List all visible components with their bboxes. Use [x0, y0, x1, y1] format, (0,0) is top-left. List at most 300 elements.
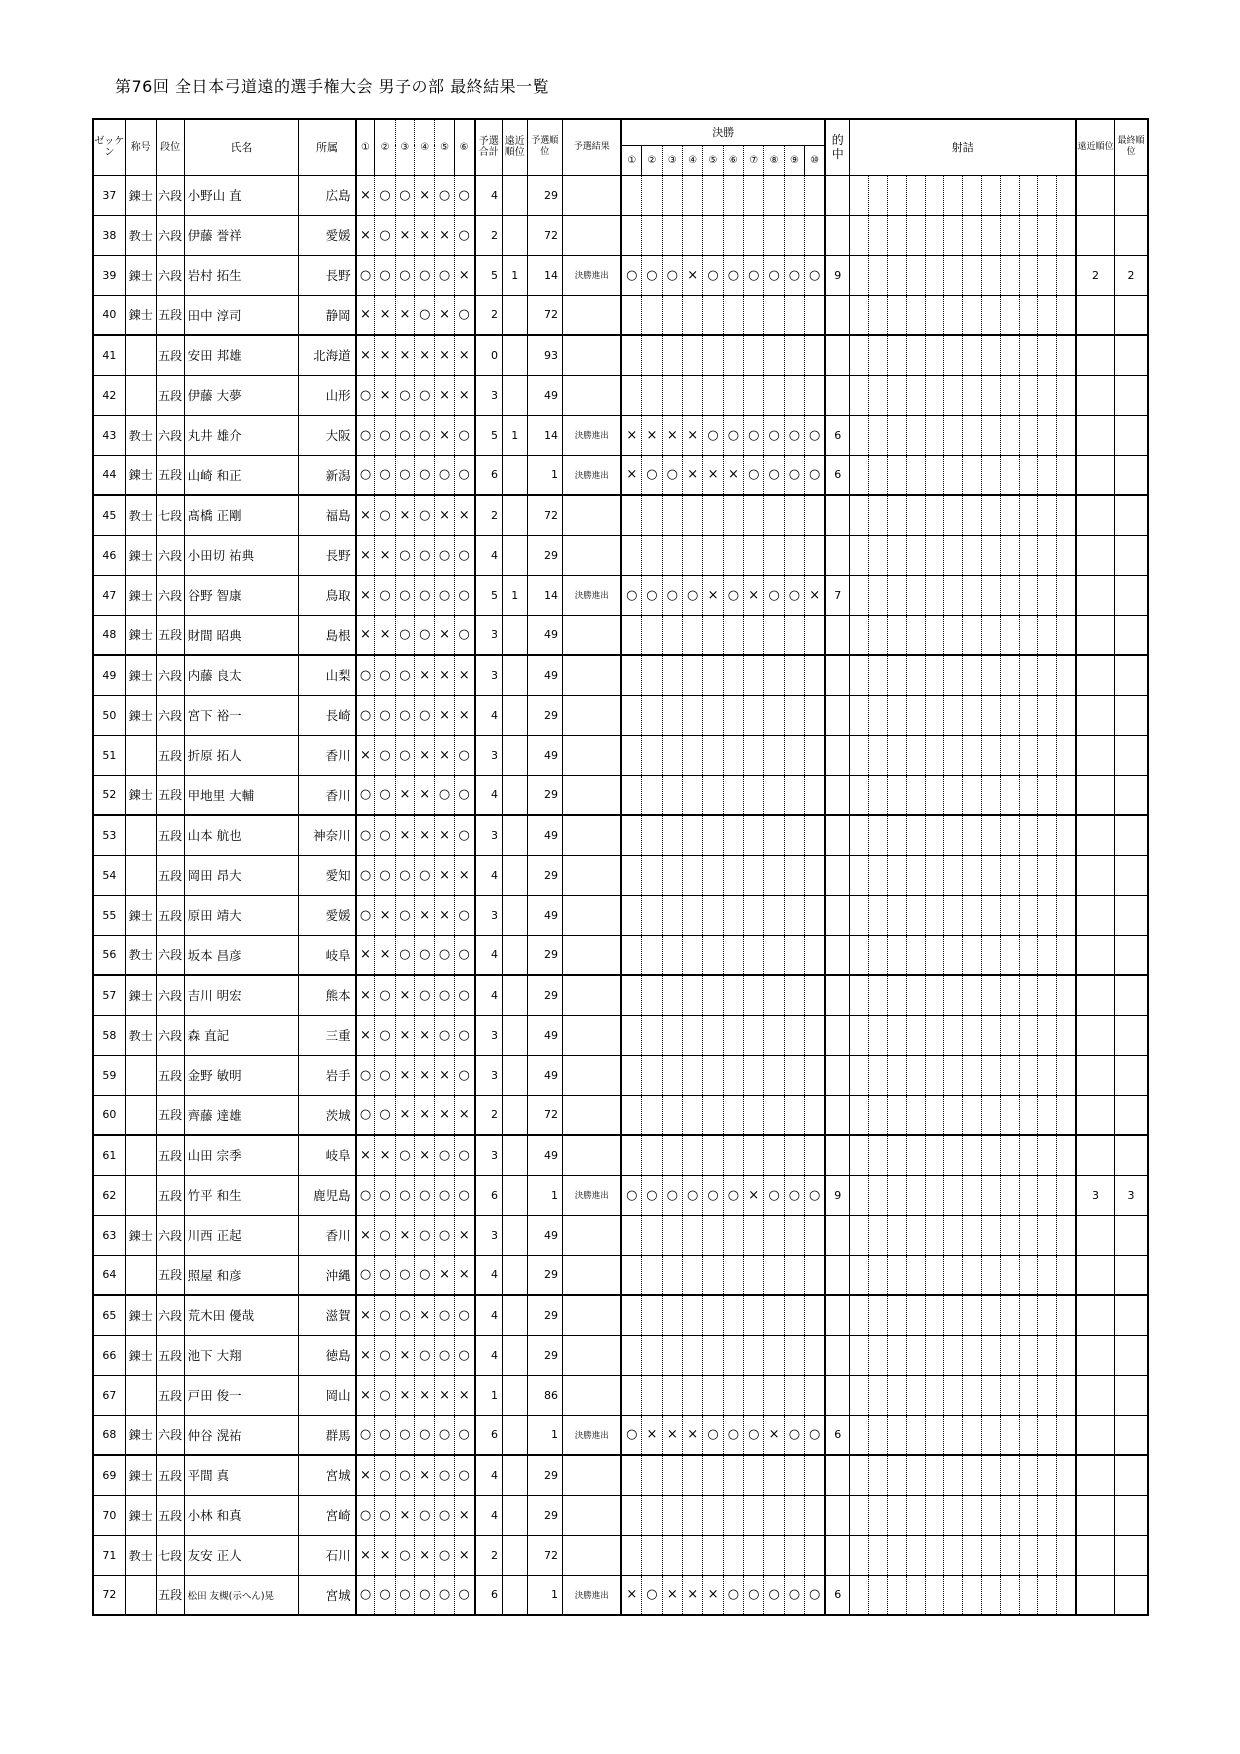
izume-slot	[1038, 1256, 1057, 1295]
izume-slot	[869, 216, 888, 255]
izume-slot	[1038, 456, 1057, 495]
header-kessho-9: ⑨	[784, 145, 804, 175]
yosen-mark-4: ○	[415, 455, 435, 495]
shogo-cell: 錬士	[125, 1335, 156, 1375]
enkin-rank-cell	[502, 1255, 527, 1295]
izume-slot	[888, 496, 907, 535]
izume-grid	[850, 1176, 1075, 1215]
table-row	[93, 1015, 1148, 1055]
name-cell: 岩村 拓生	[184, 255, 299, 295]
kessho-mark-5	[703, 1335, 723, 1375]
izume-slot	[1001, 216, 1020, 255]
yosen-mark-3: ○	[395, 1455, 414, 1495]
izume-slot	[869, 1296, 888, 1335]
kessho-mark-5	[703, 535, 723, 575]
yosen-mark-5: ×	[435, 495, 454, 535]
izume-slot	[1038, 856, 1057, 895]
izume-slot	[869, 456, 888, 495]
tekichu-cell	[825, 1375, 850, 1415]
izume-slot	[1020, 256, 1039, 295]
izume-grid	[850, 776, 1075, 815]
izume-slot	[944, 176, 963, 215]
dani-cell: 五段	[156, 1495, 184, 1535]
header-kessho-4: ④	[683, 145, 703, 175]
table-row	[93, 935, 1148, 975]
izume-slot	[982, 1256, 1001, 1295]
kessho-mark-1	[621, 895, 641, 935]
izume-slot	[869, 1536, 888, 1575]
kessho-mark-7	[744, 1095, 764, 1135]
zekken-cell: 72	[93, 1575, 125, 1615]
izume-slot	[1057, 256, 1075, 295]
name-cell: 山本 航也	[184, 815, 299, 855]
enkin-rank2-cell	[1076, 1215, 1115, 1255]
kessho-mark-5	[703, 615, 723, 655]
izume-slot	[888, 616, 907, 655]
yosen-result-cell	[562, 375, 621, 415]
izume-slot	[926, 736, 945, 775]
kessho-mark-7	[744, 1495, 764, 1535]
yosen-mark-2: ○	[375, 255, 395, 295]
izume-slot	[926, 1376, 945, 1415]
izume-slot	[1020, 816, 1039, 855]
shogo-cell: 教士	[125, 935, 156, 975]
kessho-mark-10	[805, 215, 825, 255]
yosen-result-cell	[562, 1535, 621, 1575]
kessho-mark-6: ○	[723, 255, 743, 295]
izume-slot	[869, 1176, 888, 1215]
yosen-mark-3: ○	[395, 655, 414, 695]
izume-slot	[1001, 176, 1020, 215]
dani-cell: 六段	[156, 695, 184, 735]
pref-cell: 鹿児島	[299, 1175, 356, 1215]
izume-slot	[888, 896, 907, 935]
izume-slot	[850, 1256, 869, 1295]
izume-slot	[982, 1416, 1001, 1455]
kessho-mark-5	[703, 975, 723, 1015]
izume-slot	[1020, 296, 1039, 335]
shogo-cell	[125, 1055, 156, 1095]
izume-slot	[1001, 1216, 1020, 1255]
yosen-rank-cell: 72	[527, 1095, 562, 1135]
yosen-mark-3: ×	[395, 1215, 414, 1255]
header-yosen-2: ②	[375, 119, 395, 175]
kessho-mark-4	[683, 1255, 703, 1295]
izume-slot	[982, 216, 1001, 255]
shogo-cell	[125, 855, 156, 895]
izume-slot	[982, 896, 1001, 935]
kessho-mark-5	[703, 695, 723, 735]
izume-slot	[982, 256, 1001, 295]
tekichu-cell	[825, 1495, 850, 1535]
yosen-result-cell	[562, 215, 621, 255]
izume-slot	[963, 1496, 982, 1535]
yosen-mark-4: ×	[415, 1375, 435, 1415]
yosen-mark-5: ○	[435, 1335, 454, 1375]
izume-slot	[850, 1216, 869, 1255]
yosen-total-cell: 3	[475, 1055, 503, 1095]
yosen-mark-2: ×	[375, 375, 395, 415]
izume-slot	[907, 1376, 926, 1415]
yosen-result-cell	[562, 1335, 621, 1375]
yosen-mark-2: ○	[375, 1055, 395, 1095]
kessho-mark-4: ×	[683, 1575, 703, 1615]
izume-slot	[907, 1496, 926, 1535]
pref-cell: 神奈川	[299, 815, 356, 855]
kessho-mark-8: ○	[764, 1175, 784, 1215]
yosen-result-cell	[562, 1455, 621, 1495]
table-row	[93, 215, 1148, 255]
yosen-total-cell: 2	[475, 495, 503, 535]
yosen-mark-5: ×	[435, 855, 454, 895]
kessho-mark-3	[662, 1015, 682, 1055]
yosen-mark-3: ×	[395, 1015, 414, 1055]
yosen-result-cell	[562, 1095, 621, 1135]
yosen-total-cell: 2	[475, 295, 503, 335]
header-kessho: 決勝	[621, 119, 825, 145]
yosen-mark-3: ×	[395, 295, 414, 335]
enkin-rank2-cell	[1076, 895, 1115, 935]
yosen-mark-6: ×	[454, 1535, 474, 1575]
kessho-mark-5	[703, 1215, 723, 1255]
header-yosen-1: ①	[356, 119, 375, 175]
izume-slot	[944, 1296, 963, 1335]
izume-slot	[926, 816, 945, 855]
yosen-rank-cell: 29	[527, 935, 562, 975]
yosen-mark-6: ○	[454, 455, 474, 495]
kessho-mark-5	[703, 1455, 723, 1495]
pref-cell: 石川	[299, 1535, 356, 1575]
yosen-mark-2: ×	[375, 895, 395, 935]
yosen-mark-6: ×	[454, 335, 474, 375]
kessho-mark-1	[621, 375, 641, 415]
table-row	[93, 375, 1148, 415]
izume-grid	[850, 696, 1075, 735]
kessho-mark-4	[683, 1535, 703, 1575]
yosen-rank-cell: 29	[527, 975, 562, 1015]
izume-slot	[850, 896, 869, 935]
yosen-mark-1: ×	[356, 1335, 375, 1375]
yosen-rank-cell: 29	[527, 535, 562, 575]
izume-slot	[982, 616, 1001, 655]
yosen-mark-3: ○	[395, 935, 414, 975]
yosen-mark-1: ○	[356, 1095, 375, 1135]
shogo-cell	[125, 1175, 156, 1215]
izume-slot	[944, 1256, 963, 1295]
izume-slot	[926, 1296, 945, 1335]
tekichu-cell	[825, 895, 850, 935]
izume-slot	[850, 456, 869, 495]
izume-slot	[1001, 1376, 1020, 1415]
kessho-mark-8	[764, 535, 784, 575]
name-cell: 金野 敏明	[184, 1055, 299, 1095]
enkin-rank2-cell	[1076, 935, 1115, 975]
shogo-cell: 教士	[125, 415, 156, 455]
yosen-mark-1: ○	[356, 375, 375, 415]
kessho-mark-6	[723, 535, 743, 575]
yosen-mark-3: ○	[395, 455, 414, 495]
kessho-mark-5	[703, 1095, 723, 1135]
kessho-mark-10	[805, 1295, 825, 1335]
izume-slot	[1038, 1216, 1057, 1255]
kessho-mark-4	[683, 1135, 703, 1175]
izume-grid	[850, 256, 1075, 295]
shogo-cell: 錬士	[125, 895, 156, 935]
izume-slot	[982, 1176, 1001, 1215]
izume-slot	[1038, 936, 1057, 975]
izume-slot	[850, 1336, 869, 1375]
table-row	[93, 855, 1148, 895]
kessho-mark-7	[744, 1135, 764, 1175]
kessho-mark-8	[764, 1455, 784, 1495]
izume-slot	[944, 1456, 963, 1495]
yosen-mark-3: ×	[395, 495, 414, 535]
izume-slot	[869, 1056, 888, 1095]
izume-slot	[944, 256, 963, 295]
izume-slot	[869, 576, 888, 615]
izume-slot	[926, 456, 945, 495]
izume-slot	[926, 856, 945, 895]
zekken-cell: 44	[93, 455, 125, 495]
dani-cell: 五段	[156, 335, 184, 375]
yosen-mark-1: ×	[356, 1535, 375, 1575]
kessho-mark-8: ○	[764, 255, 784, 295]
izume-slot	[982, 1296, 1001, 1335]
yosen-mark-5: ○	[435, 1215, 454, 1255]
kessho-mark-6	[723, 935, 743, 975]
izume-cell	[850, 215, 1076, 255]
dani-cell: 五段	[156, 1175, 184, 1215]
yosen-mark-1: ○	[356, 775, 375, 815]
shogo-cell: 錬士	[125, 1495, 156, 1535]
kessho-mark-4	[683, 935, 703, 975]
izume-slot	[1001, 816, 1020, 855]
izume-slot	[944, 936, 963, 975]
shogo-cell: 錬士	[125, 975, 156, 1015]
enkin-rank-cell	[502, 775, 527, 815]
table-row	[93, 1415, 1148, 1455]
kessho-mark-2: ○	[642, 575, 662, 615]
yosen-mark-4: ○	[415, 495, 435, 535]
izume-slot	[869, 936, 888, 975]
kessho-mark-8	[764, 1255, 784, 1295]
yosen-result-cell	[562, 1055, 621, 1095]
kessho-mark-5	[703, 815, 723, 855]
kessho-mark-6	[723, 855, 743, 895]
table-row	[93, 1095, 1148, 1135]
tekichu-cell	[825, 655, 850, 695]
izume-slot	[1038, 496, 1057, 535]
izume-slot	[944, 736, 963, 775]
izume-slot	[850, 1176, 869, 1215]
table-row	[93, 415, 1148, 455]
izume-slot	[888, 976, 907, 1015]
izume-slot	[1038, 616, 1057, 655]
kessho-mark-2	[642, 1015, 662, 1055]
kessho-mark-4: ×	[683, 1415, 703, 1455]
kessho-mark-3	[662, 1135, 682, 1175]
kessho-mark-7	[744, 175, 764, 215]
izume-slot	[888, 1456, 907, 1495]
yosen-mark-6: ○	[454, 1015, 474, 1055]
izume-slot	[1020, 1416, 1039, 1455]
izume-grid	[850, 456, 1075, 495]
yosen-rank-cell: 1	[527, 455, 562, 495]
enkin-rank-cell: 1	[502, 415, 527, 455]
kessho-mark-8	[764, 615, 784, 655]
yosen-result-cell: 決勝進出	[562, 1575, 621, 1615]
final-rank-cell	[1115, 1215, 1148, 1255]
shogo-cell	[125, 815, 156, 855]
izume-slot	[850, 1096, 869, 1135]
yosen-mark-4: ×	[415, 815, 435, 855]
kessho-mark-4	[683, 1055, 703, 1095]
yosen-mark-4: ×	[415, 1135, 435, 1175]
table-row	[93, 1215, 1148, 1255]
kessho-mark-5	[703, 295, 723, 335]
kessho-mark-8	[764, 335, 784, 375]
izume-slot	[963, 336, 982, 375]
izume-cell	[850, 535, 1076, 575]
kessho-mark-2	[642, 615, 662, 655]
final-rank-cell	[1115, 1295, 1148, 1335]
kessho-mark-1	[621, 1335, 641, 1375]
kessho-mark-3	[662, 215, 682, 255]
dani-cell: 五段	[156, 735, 184, 775]
enkin-rank2-cell	[1076, 415, 1115, 455]
tekichu-cell	[825, 295, 850, 335]
izume-slot	[926, 696, 945, 735]
tekichu-cell: 6	[825, 1575, 850, 1615]
yosen-mark-4: ○	[415, 295, 435, 335]
yosen-mark-5: ○	[435, 175, 454, 215]
kessho-mark-5	[703, 1535, 723, 1575]
yosen-total-cell: 4	[475, 975, 503, 1015]
header-kessho-7: ⑦	[744, 145, 764, 175]
yosen-mark-6: ○	[454, 1415, 474, 1455]
yosen-rank-cell: 72	[527, 295, 562, 335]
izume-slot	[982, 976, 1001, 1015]
kessho-mark-2	[642, 335, 662, 375]
yosen-mark-2: ○	[375, 415, 395, 455]
kessho-mark-5	[703, 1295, 723, 1335]
enkin-rank2-cell	[1076, 855, 1115, 895]
zekken-cell: 57	[93, 975, 125, 1015]
yosen-result-cell	[562, 855, 621, 895]
yosen-total-cell: 3	[475, 375, 503, 415]
kessho-mark-3	[662, 695, 682, 735]
enkin-rank-cell	[502, 455, 527, 495]
yosen-mark-4: ○	[415, 1175, 435, 1215]
izume-slot	[982, 576, 1001, 615]
kessho-mark-6: ○	[723, 1175, 743, 1215]
yosen-total-cell: 5	[475, 575, 503, 615]
izume-slot	[1038, 376, 1057, 415]
shogo-cell: 錬士	[125, 615, 156, 655]
shogo-cell: 教士	[125, 215, 156, 255]
kessho-mark-7: ○	[744, 1415, 764, 1455]
kessho-mark-9: ○	[784, 1575, 804, 1615]
kessho-mark-7: ×	[744, 1175, 764, 1215]
yosen-mark-1: ×	[356, 1215, 375, 1255]
kessho-mark-2	[642, 495, 662, 535]
izume-grid	[850, 976, 1075, 1015]
kessho-mark-3	[662, 295, 682, 335]
kessho-mark-2	[642, 375, 662, 415]
kessho-mark-6	[723, 1095, 743, 1135]
izume-grid	[850, 1416, 1075, 1455]
izume-slot	[907, 336, 926, 375]
izume-slot	[888, 1176, 907, 1215]
yosen-mark-4: ○	[415, 535, 435, 575]
yosen-mark-6: ○	[454, 775, 474, 815]
kessho-mark-6	[723, 1335, 743, 1375]
enkin-rank-cell	[502, 535, 527, 575]
pref-cell: 島根	[299, 615, 356, 655]
izume-grid	[850, 296, 1075, 335]
izume-slot	[944, 376, 963, 415]
yosen-mark-1: ○	[356, 1415, 375, 1455]
kessho-mark-1	[621, 1375, 641, 1415]
izume-slot	[982, 1216, 1001, 1255]
kessho-mark-2	[642, 1295, 662, 1335]
dani-cell: 五段	[156, 855, 184, 895]
yosen-mark-6: ○	[454, 815, 474, 855]
kessho-mark-9	[784, 695, 804, 735]
kessho-mark-9	[784, 1015, 804, 1055]
yosen-mark-3: ×	[395, 775, 414, 815]
name-cell: 髙橋 正剛	[184, 495, 299, 535]
yosen-rank-cell: 49	[527, 375, 562, 415]
kessho-mark-2	[642, 1055, 662, 1095]
kessho-mark-3	[662, 1455, 682, 1495]
kessho-mark-7: ○	[744, 455, 764, 495]
izume-slot	[1020, 776, 1039, 815]
header-enkin-rank: 遠近順位	[502, 119, 527, 175]
izume-slot	[1057, 936, 1075, 975]
kessho-mark-6	[723, 895, 743, 935]
shogo-cell: 錬士	[125, 455, 156, 495]
tekichu-cell	[825, 1135, 850, 1175]
yosen-result-cell	[562, 1135, 621, 1175]
izume-slot	[963, 296, 982, 335]
izume-slot	[1001, 576, 1020, 615]
izume-slot	[888, 456, 907, 495]
table-row	[93, 615, 1148, 655]
yosen-rank-cell: 29	[527, 695, 562, 735]
kessho-mark-10: ×	[805, 575, 825, 615]
yosen-result-cell	[562, 1375, 621, 1415]
yosen-mark-4: ×	[415, 655, 435, 695]
final-rank-cell	[1115, 1055, 1148, 1095]
kessho-mark-10: ○	[805, 415, 825, 455]
izume-slot	[869, 1136, 888, 1175]
kessho-mark-7	[744, 615, 764, 655]
izume-slot	[850, 256, 869, 295]
yosen-mark-2: ○	[375, 815, 395, 855]
name-cell: 小林 和真	[184, 1495, 299, 1535]
yosen-mark-2: ○	[375, 975, 395, 1015]
kessho-mark-10	[805, 695, 825, 735]
izume-slot	[1057, 496, 1075, 535]
izume-slot	[926, 1256, 945, 1295]
kessho-mark-6: ×	[723, 455, 743, 495]
kessho-mark-7	[744, 975, 764, 1015]
kessho-mark-10	[805, 855, 825, 895]
kessho-mark-4	[683, 1335, 703, 1375]
yosen-mark-5: ×	[435, 1255, 454, 1295]
header-zekken: ゼッケン	[93, 119, 125, 175]
